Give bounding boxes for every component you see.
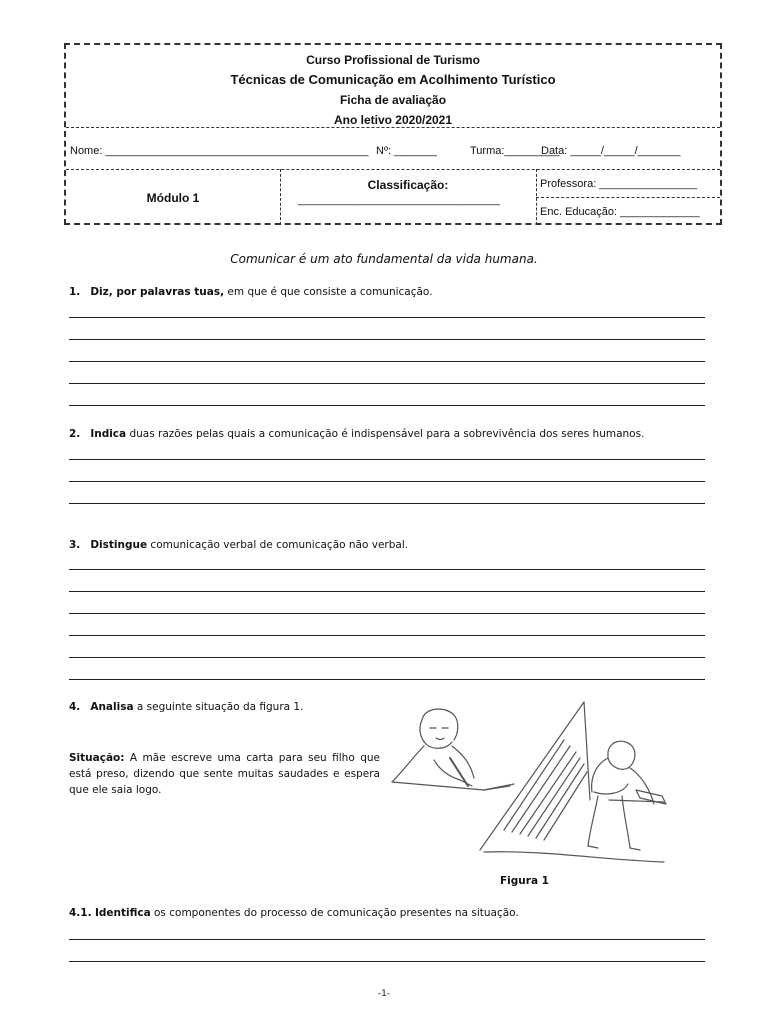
- sheet-title: Ficha de avaliação: [339, 93, 447, 107]
- answer-line[interactable]: [69, 679, 705, 680]
- question-2: 2. Indica duas razões pelas quais a comunicação é indispensável para a sobrevivência dos seres humanos.: [69, 428, 645, 440]
- answer-line[interactable]: [69, 481, 705, 482]
- school-year: Ano letivo 2020/2021: [333, 113, 453, 127]
- answer-line[interactable]: [69, 361, 705, 362]
- date-field: Data: _____/_____/_______: [541, 145, 681, 157]
- module-label: Módulo 1: [146, 191, 200, 205]
- answer-line[interactable]: [69, 339, 705, 340]
- header-box: [64, 43, 722, 225]
- question-3: 3. Distingue comunicação verbal de comunicação não verbal.: [69, 539, 409, 551]
- answer-line[interactable]: [69, 459, 705, 460]
- question-1: 1. Diz, por palavras tuas, em que é que consiste a comunicação.: [69, 286, 433, 298]
- classification-label: Classificação:: [367, 178, 449, 192]
- subject-title: Técnicas de Comunicação em Acolhimento Turístico: [230, 72, 556, 87]
- question-4: 4. Analisa a seguinte situação da figura 1.: [69, 701, 304, 713]
- answer-line[interactable]: [69, 503, 705, 504]
- question-4-1: 4.1. Identifica os componentes do processo de comunicação presentes na situação.: [69, 907, 519, 919]
- guardian-field: Enc. Educação: _____________: [540, 206, 700, 218]
- answer-line[interactable]: [69, 635, 705, 636]
- epigraph: Comunicar é um ato fundamental da vida humana.: [230, 252, 538, 266]
- answer-line[interactable]: [69, 317, 705, 318]
- answer-line[interactable]: [69, 383, 705, 384]
- answer-line[interactable]: [69, 939, 705, 940]
- answer-line[interactable]: [69, 657, 705, 658]
- answer-line[interactable]: [69, 961, 705, 962]
- figure-caption: Figura 1: [500, 875, 549, 887]
- teacher-field: Professora: ________________: [540, 178, 698, 190]
- classification-blank: _________________________________: [298, 194, 500, 206]
- student-name-field: Nome: ___________________________________________: [70, 145, 369, 157]
- figure-1-illustration: [384, 700, 674, 866]
- course-title: Curso Profissional de Turismo: [306, 53, 480, 67]
- answer-line[interactable]: [69, 613, 705, 614]
- answer-line[interactable]: [69, 405, 705, 406]
- answer-line[interactable]: [69, 569, 705, 570]
- class-field: Turma:_________: [470, 145, 560, 157]
- page-number: -1-: [377, 989, 391, 999]
- student-number-field: Nº: _______: [376, 145, 437, 157]
- answer-line[interactable]: [69, 591, 705, 592]
- situation-text: Situação: A mãe escreve uma carta para seu filho que está preso, dizendo que sente muitas saudades e espera que ele saia logo.: [69, 752, 380, 796]
